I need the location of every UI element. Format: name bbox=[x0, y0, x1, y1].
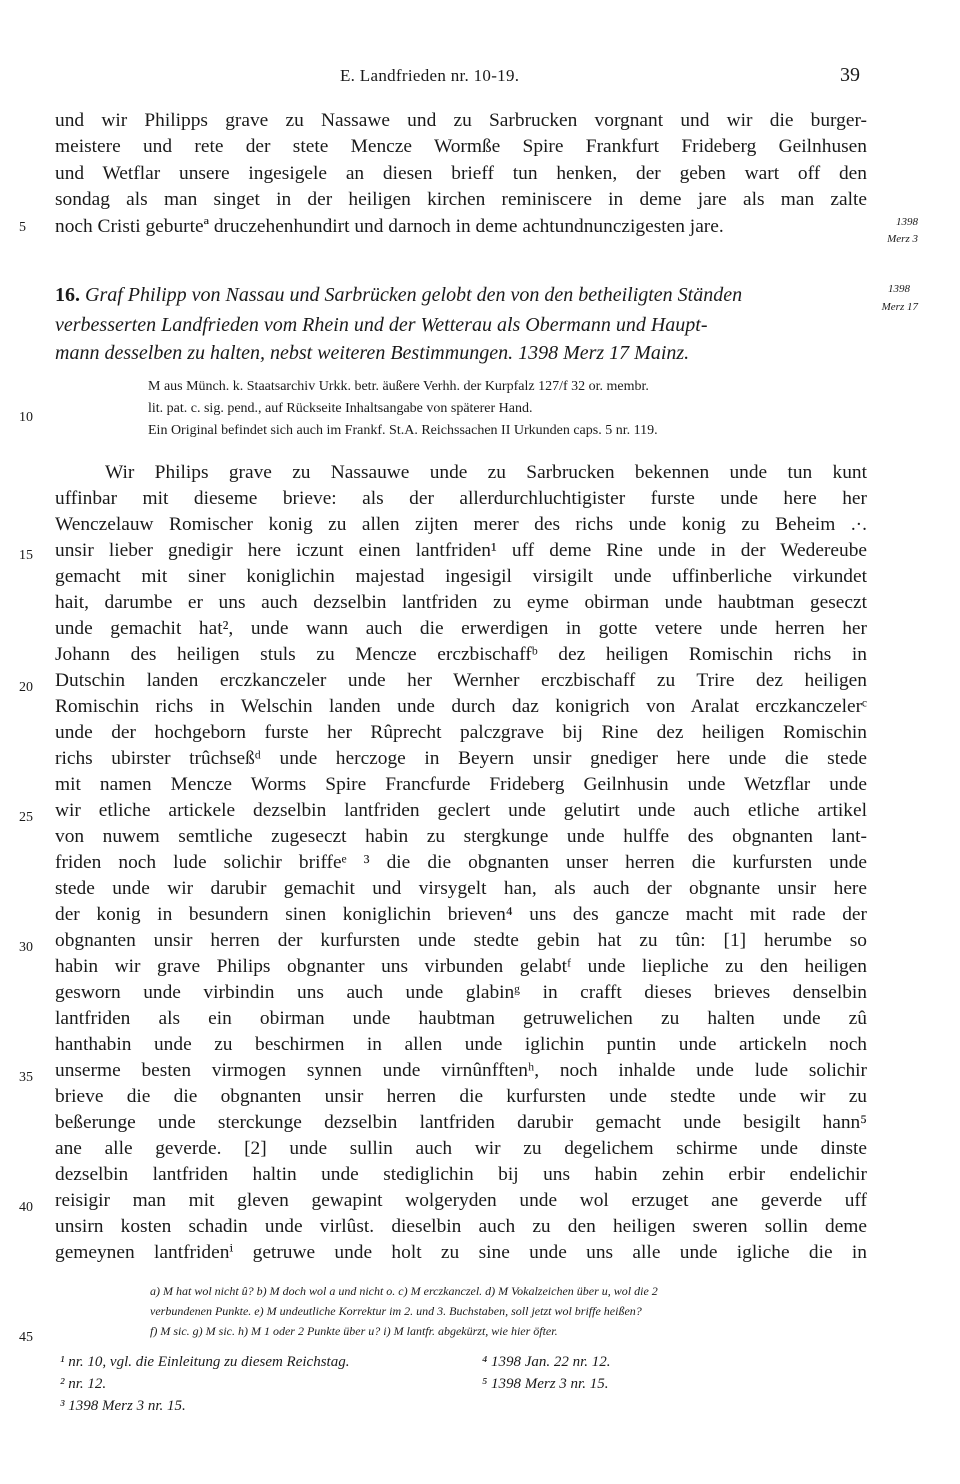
footnote: ¹ nr. 10, vgl. die Einleitung zu diesem Reichstag. bbox=[60, 1354, 350, 1370]
body-line: der konig in besundern sinen koniglichin brieven⁴ uns des gancze macht mit rade der bbox=[55, 904, 867, 925]
apparatus-line: verbundenen Punkte. e) M undeutliche Korrektur im 2. und 3. Buchstaben, soll jetzt wol briffe heißen? bbox=[150, 1304, 642, 1318]
line-number: 30 bbox=[19, 940, 33, 955]
document-heading-line: mann desselben zu halten, nebst weiteren Bestimmungen. 1398 Merz 17 Mainz. bbox=[55, 342, 690, 364]
running-title: E. Landfrieden nr. 10-19. bbox=[340, 66, 520, 85]
document-heading-line bbox=[55, 284, 742, 307]
body-line: hait, darumbe er uns auch dezselbin lantfriden zu eyme obirman unde haubtman geseczt bbox=[55, 592, 867, 613]
body-line: Romischin richs in Welschin landen unde durch daz konigrich von Aralat erczkanczelerᶜ bbox=[55, 696, 867, 717]
body-line: gemacht mit siner koniglichin majestad ingesigil virsigilt unde uffinberliche virkundet bbox=[55, 566, 867, 587]
footnote: ⁵ 1398 Merz 3 nr. 15. bbox=[482, 1376, 609, 1392]
body-line: von nuwem semtliche zugeseczt habin zu stergkunge unde hulffe des obgnanten lant- bbox=[55, 826, 867, 847]
body-line: gemeynen lantfridenⁱ getruwe unde holt zu sine unde uns alle unde igliche die in bbox=[55, 1242, 867, 1263]
body-line: uffinbar mit dieseme brieve: als der allerdurchluchtigister furste unde here her bbox=[55, 488, 867, 509]
body-line: Johann des heiligen stuls zu Mencze erczbischaffᵇ dez heiligen Romischin richs in bbox=[55, 644, 867, 665]
document-number: 16. bbox=[55, 284, 80, 306]
body-line: friden noch lude solichir briffeᵉ ³ die die obgnanten unser herren die kurfursten unde bbox=[55, 852, 867, 873]
body-line: unsirn kosten schadin unde virlûst. dieselbin auch zu den heiligen sweren sollin deme bbox=[55, 1216, 867, 1237]
line-number: 35 bbox=[19, 1070, 33, 1085]
document-heading-line: verbesserten Landfrieden vom Rhein und der Wetterau als Obermann und Haupt- bbox=[55, 314, 708, 336]
margin-date-year: 1398 bbox=[896, 216, 918, 228]
line-number: 15 bbox=[19, 548, 33, 563]
body-line: unde der hochgeborn furste her Rûprecht palczgrave bij Rine dez heiligen Romischin bbox=[55, 722, 867, 743]
page-number: 39 bbox=[840, 64, 860, 86]
body-line: beßerunge unde sterckunge dezselbin lantfriden darubir gemacht unde besigilt hann⁵ bbox=[55, 1112, 867, 1133]
body-line: dezselbin lantfriden haltin unde stediglichin bij uns habin zehin erbir endelichir bbox=[55, 1164, 867, 1185]
source-line: M aus Münch. k. Staatsarchiv Urkk. betr. äußere Verhh. der Kurpfalz 127/f 32 or. membr. bbox=[148, 379, 649, 394]
footnote: ³ 1398 Merz 3 nr. 15. bbox=[60, 1398, 186, 1414]
intro-line: und wir Philipps grave zu Nassawe und zu Sarbrucken vorgnant und wir die burger- bbox=[55, 110, 867, 131]
line-number: 20 bbox=[19, 680, 33, 695]
intro-line: und Wetflar unsere ingesigele an diesen brieff tun henken, der geben wart off den bbox=[55, 163, 867, 184]
body-line: ane alle geverde. [2] unde sullin auch wir zu degelichem schirme unde dinste bbox=[55, 1138, 867, 1159]
source-line: lit. pat. c. sig. pend., auf Rückseite Inhaltsangabe von späterer Hand. bbox=[148, 401, 533, 416]
line-number: 45 bbox=[19, 1330, 33, 1345]
document-heading-text: Graf Philipp von Nassau und Sarbrücken gelobt den von den betheiligten Ständen bbox=[85, 284, 743, 306]
body-line: hanthabin unde zu beschirmen in allen unde iglichin puntin unde artickeln noch bbox=[55, 1034, 867, 1055]
body-line: lantfriden als ein obirman unde haubtman getruwelichen zu halten unde zû bbox=[55, 1008, 867, 1029]
body-line: brieve die die obgnanten unsir herren die kurfursten unde stedte unde wir zu bbox=[55, 1086, 867, 1107]
line-number: 25 bbox=[19, 810, 33, 825]
source-line: Ein Original befindet sich auch im Frankf. St.A. Reichssachen II Urkunden caps. 5 nr. 119. bbox=[148, 423, 658, 438]
margin-date-day: Merz 3 bbox=[887, 233, 918, 245]
line-number: 5 bbox=[19, 220, 26, 235]
intro-line: noch Cristi geburteª druczehenhundirt und darnoch in deme achtundnunczigesten jare. bbox=[55, 216, 724, 237]
footnote: ⁴ 1398 Jan. 22 nr. 12. bbox=[482, 1354, 611, 1370]
body-line: wir etliche artickele dezselbin lantfriden geclert unde gelutirt unde auch etliche artikel bbox=[55, 800, 867, 821]
intro-line: meistere und rete der stete Mencze Wormße Spire Frankfurt Frideberg Geilnhusen bbox=[55, 136, 867, 157]
body-line: unsir lieber gnedigir here iczunt einen lantfriden¹ uff deme Rine unde in der Wedereube bbox=[55, 540, 867, 561]
line-number: 40 bbox=[19, 1200, 33, 1215]
body-line: obgnanten unsir herren der kurfursten unde stedte gebin hat zu tûn: [1] herumbe so bbox=[55, 930, 867, 951]
body-line: unde gemachit hat², unde wann auch die erwerdigen in gotte vetere unde herren her bbox=[55, 618, 867, 639]
body-line: stede unde wir darubir gemachit und virsygelt han, als auch der obgnante unsir here bbox=[55, 878, 867, 899]
margin-date-day: Merz 17 bbox=[881, 301, 918, 313]
body-line: Wir Philips grave zu Nassauwe unde zu Sarbrucken bekennen unde tun kunt bbox=[105, 462, 867, 483]
body-line: mit namen Mencze Worms Spire Francfurde Frideberg Geilnhusin unde Wetzflar unde bbox=[55, 774, 867, 795]
body-line: Dutschin landen erczkanczeler unde her Wernher erczbischaff zu Trire dez heiligen bbox=[55, 670, 867, 691]
intro-line: sondag als man singet in der heiligen kirchen reminiscere in deme jare als man zalte bbox=[55, 189, 867, 210]
body-line: unserme besten virmogen synnen unde virnûnfftenʰ, noch inhalde unde lude solichir bbox=[55, 1060, 867, 1081]
body-line: habin wir grave Philips obgnanter uns virbunden gelabtᶠ unde liepliche zu den heiligen bbox=[55, 956, 867, 977]
footnote: ² nr. 12. bbox=[60, 1376, 107, 1392]
line-number: 10 bbox=[19, 410, 33, 425]
body-line: richs ubirster trûchseßᵈ unde herczoge in Beyern unsir gnediger here unde die stede bbox=[55, 748, 867, 769]
body-line: Wenczelauw Romischer konig zu allen zijten merer des richs unde konig zu Beheim .·. bbox=[55, 514, 867, 535]
apparatus-line: a) M hat wol nicht û? b) M doch wol a und nicht o. c) M erczkanczel. d) M Vokalzeichen über u, wol die 2 bbox=[150, 1284, 658, 1298]
body-line: reisigir man mit gleven gewapint wolgeryden unde wol erzuget ane geverde uff bbox=[55, 1190, 867, 1211]
body-line: gesworn unde virbindin uns auch unde glabinᵍ in crafft dieses brieves denselbin bbox=[55, 982, 867, 1003]
margin-date-year: 1398 bbox=[888, 283, 910, 295]
apparatus-line: f) M sic. g) M sic. h) M 1 oder 2 Punkte über u? i) M lantfr. abgekürzt, wie hier öfter. bbox=[150, 1324, 558, 1338]
